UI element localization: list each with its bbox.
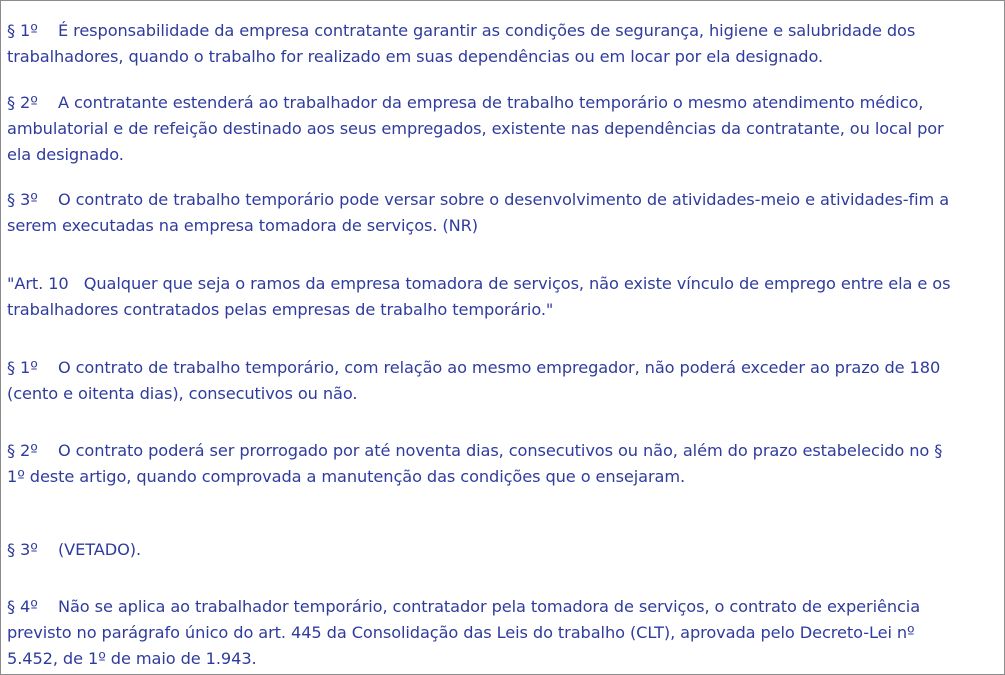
text-line: 5.452, de 1º de maio de 1.943. — [7, 649, 257, 668]
text-line: § 2º O contrato poderá ser prorrogado por até noventa dias, consecutivos ou não, além do prazo estabelecido no § — [7, 441, 943, 460]
paragraph-art9-par3 — [7, 187, 994, 239]
text-line: trabalhadores, quando o trabalho for realizado em suas dependências ou em locar por ela designado. — [7, 47, 824, 66]
paragraph-art10-par2 — [7, 438, 994, 490]
paragraph-art10 — [7, 271, 994, 323]
text-line: previsto no parágrafo único do art. 445 da Consolidação das Leis do trabalho (CLT), aprovada pelo Decreto-Lei nº — [7, 623, 915, 642]
text-line: § 1º O contrato de trabalho temporário, com relação ao mesmo empregador, não poderá exceder ao prazo de 180 — [7, 358, 941, 377]
text-line: § 4º Não se aplica ao trabalhador temporário, contratador pela tomadora de serviços, o contrato de experiência — [7, 597, 921, 616]
paragraph-art10-par4 — [7, 594, 994, 672]
text-line: trabalhadores contratados pelas empresas de trabalho temporário." — [7, 300, 554, 319]
paragraph-art9-par2 — [7, 90, 994, 168]
text-line: (cento e oitenta dias), consecutivos ou não. — [7, 384, 358, 403]
text-line: § 2º A contratante estenderá ao trabalhador da empresa de trabalho temporário o mesmo atendimento médico, — [7, 93, 924, 112]
text-line: "Art. 10 Qualquer que seja o ramos da empresa tomadora de serviços, não existe vínculo de emprego entre ela e os — [7, 274, 951, 293]
text-line: serem executadas na empresa tomadora de serviços. (NR) — [7, 216, 479, 235]
text-line: § 3º (VETADO). — [7, 540, 142, 559]
text-line: 1º deste artigo, quando comprovada a manutenção das condições que o ensejaram. — [7, 467, 686, 486]
text-line: ambulatorial e de refeição destinado aos seus empregados, existente nas dependências da contratante, ou local por — [7, 119, 944, 138]
text-line: ela designado. — [7, 145, 124, 164]
text-line: § 3º O contrato de trabalho temporário pode versar sobre o desenvolvimento de atividades-meio e atividades-fim a — [7, 190, 950, 209]
paragraph-art9-par1 — [7, 18, 994, 70]
text-line: § 1º É responsabilidade da empresa contratante garantir as condições de segurança, higiene e salubridade dos — [7, 21, 916, 40]
paragraph-art10-par1 — [7, 355, 994, 407]
paragraph-art10-par3 — [7, 537, 994, 563]
